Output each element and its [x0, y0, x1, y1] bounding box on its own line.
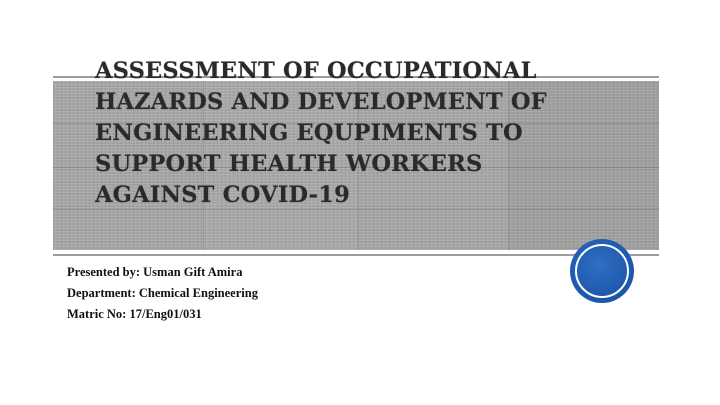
blue-circle-badge	[570, 239, 634, 303]
title-line: SUPPORT HEALTH WORKERS	[95, 151, 483, 177]
badge-ring	[575, 244, 629, 298]
presented-by-text: Presented by: Usman Gift Amira	[67, 265, 243, 279]
bottom-rule	[53, 254, 659, 256]
presenter-info	[67, 262, 258, 325]
slide-title	[95, 56, 655, 211]
department-text: Department: Chemical Engineering	[67, 286, 258, 300]
matric-number-text: Matric No: 17/Eng01/031	[67, 307, 202, 321]
title-line: ASSESSMENT OF OCCUPATIONAL	[95, 58, 537, 84]
title-line: HAZARDS AND DEVELOPMENT OF	[95, 89, 547, 115]
title-line: ENGINEERING EQUPIMENTS TO	[95, 120, 523, 146]
title-line: AGAINST COVID-19	[95, 182, 350, 208]
